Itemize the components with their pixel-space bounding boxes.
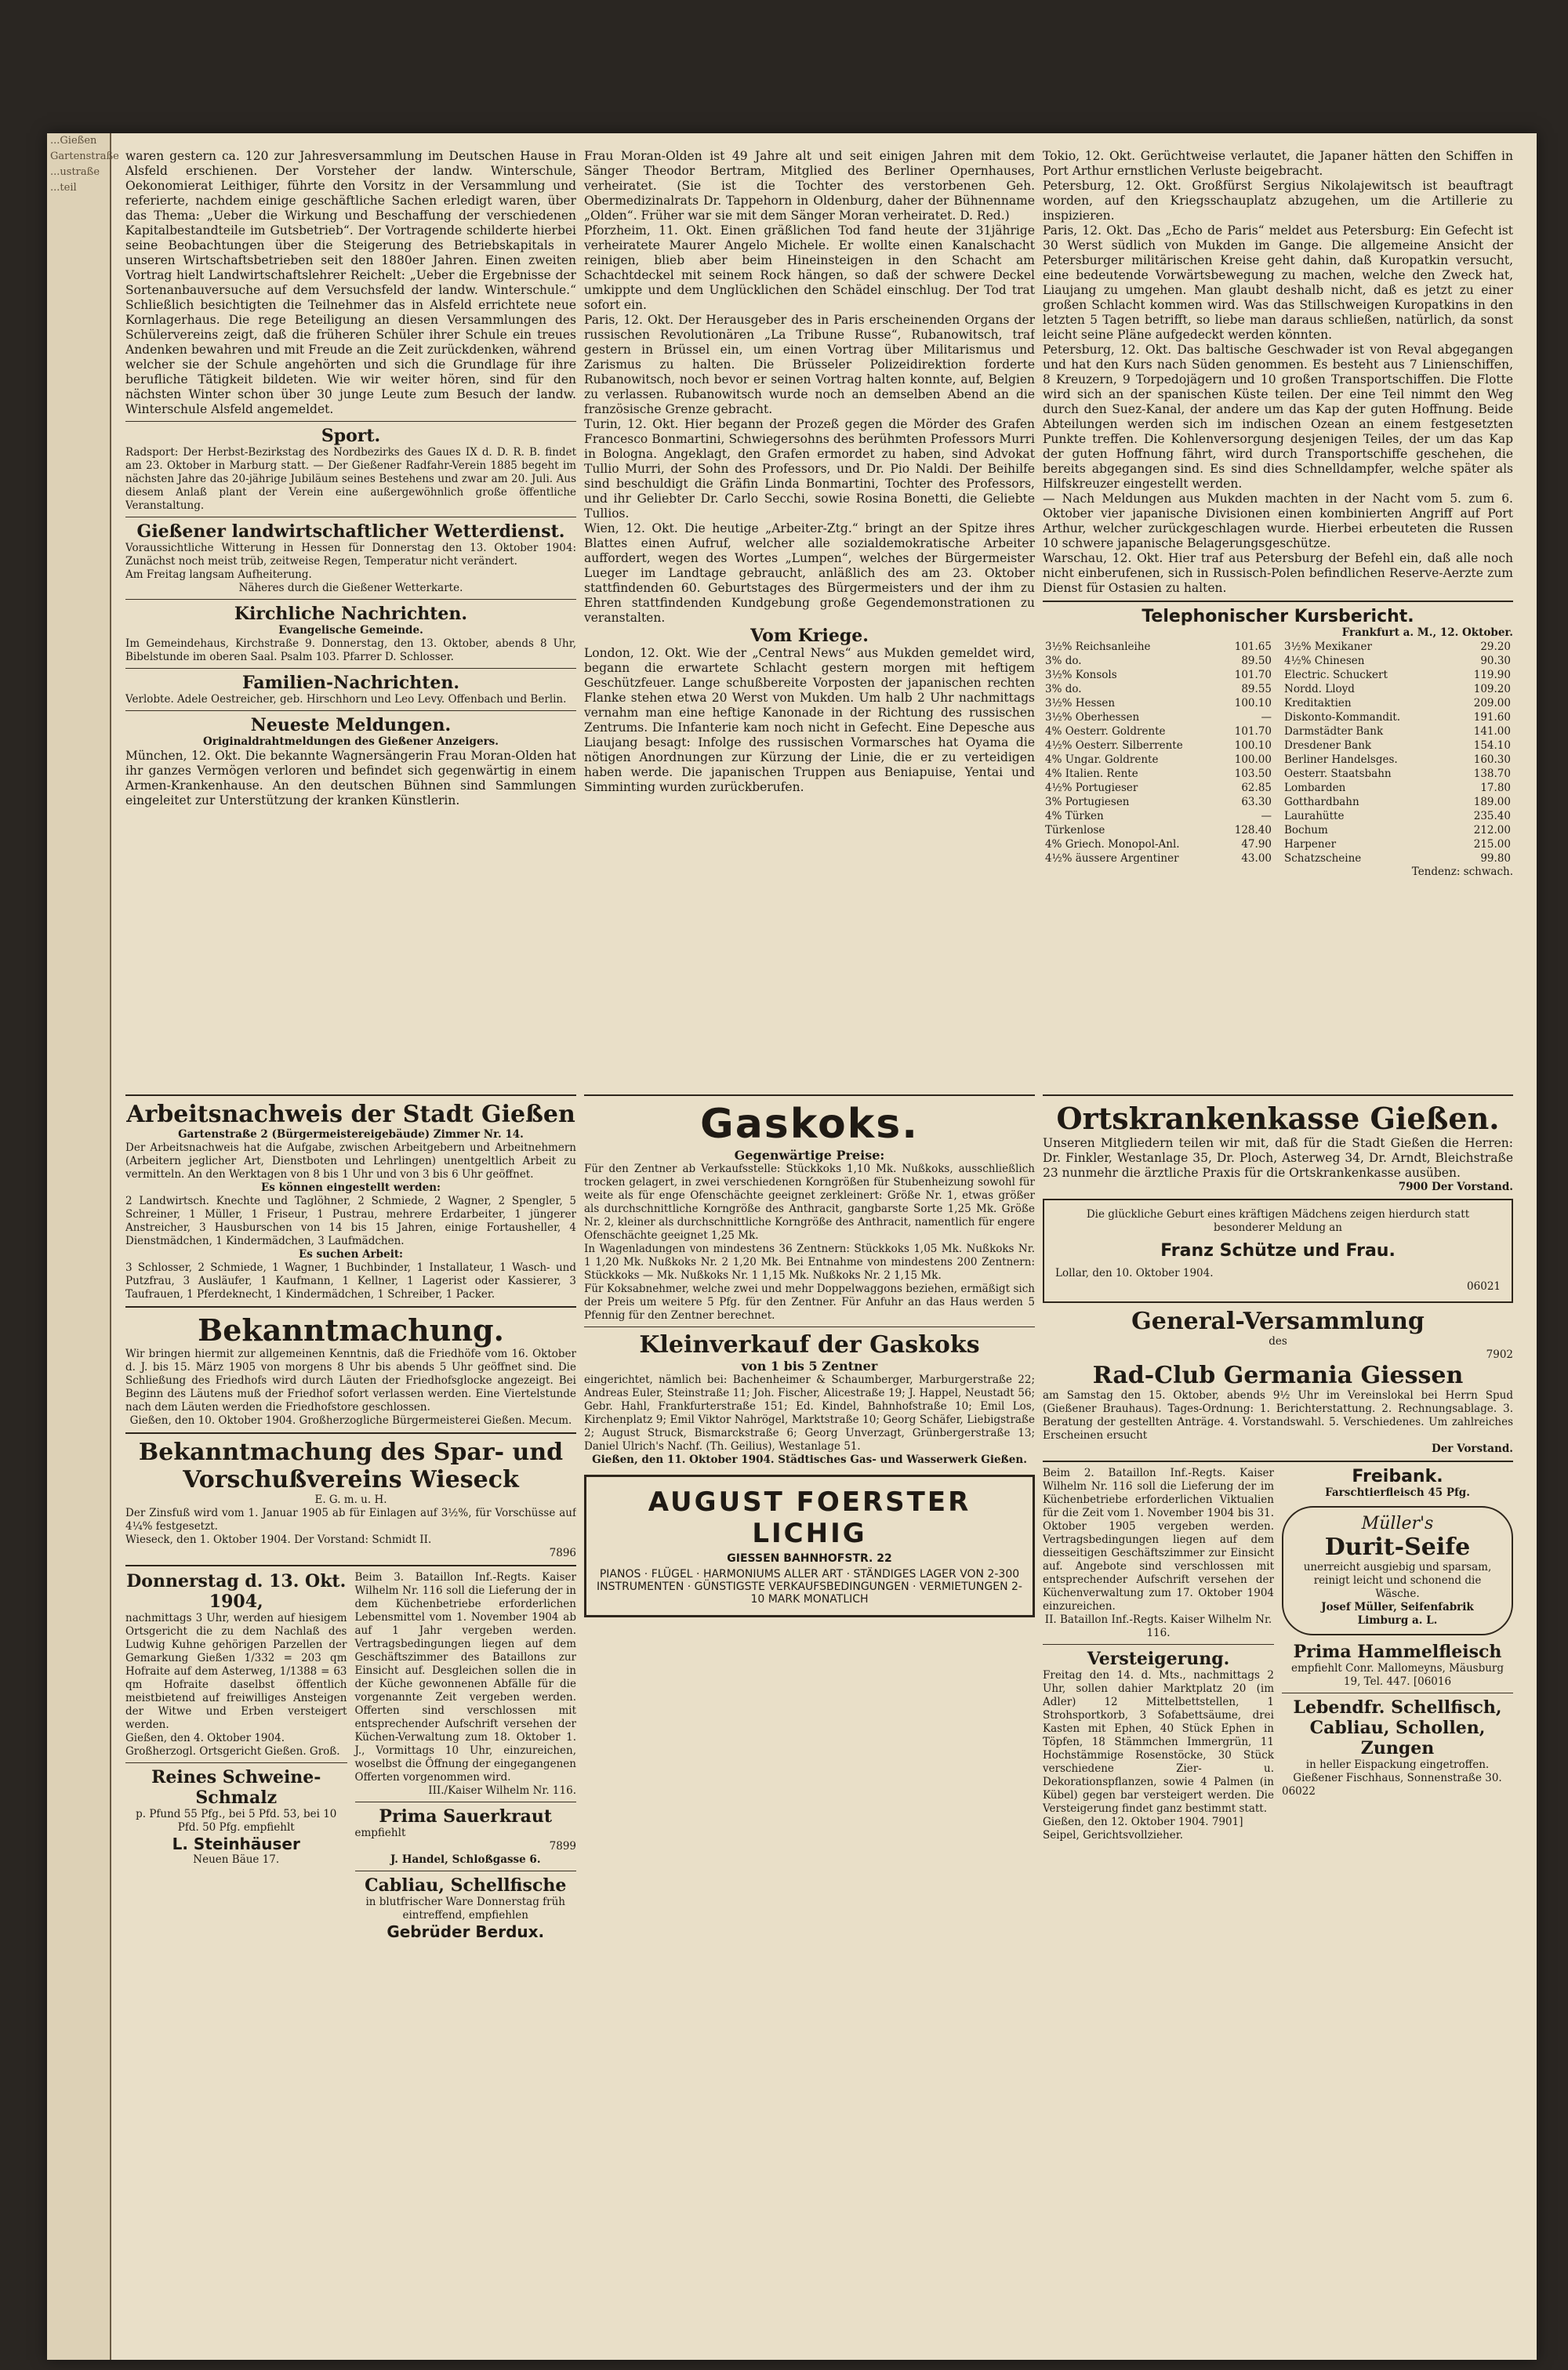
bourse-row [1282, 781, 1513, 795]
bourse-row [1282, 654, 1513, 668]
bourse-row [1043, 654, 1274, 668]
strip-line: ...Gießen [50, 135, 97, 147]
bourse-row [1043, 640, 1274, 654]
freibank-body: Farschtierfleisch 45 Pfg. [1325, 1486, 1470, 1499]
bourse-row [1043, 724, 1274, 739]
previous-page-strip [47, 133, 119, 2360]
soap-brand: Müller's [1361, 1514, 1434, 1533]
bourse-subheading: Frankfurt a. M., 12. Oktober. [1341, 626, 1513, 639]
kleinverkauf-sign: Gießen, den 11. Oktober 1904. Städtisches Gas- und Wasserwerk Gießen. [592, 1454, 1027, 1466]
newspaper-page [47, 133, 1537, 2360]
bourse-security: 4½% Chinesen [1284, 655, 1365, 667]
bek2-heading: Bekanntmachung des Spar- und Vorschußvereins Wieseck [138, 1439, 564, 1493]
bourse-row [1282, 710, 1513, 724]
bourse-price: 89.50 [1241, 655, 1272, 667]
bourse-price: 29.20 [1480, 641, 1511, 653]
bourse-security: 3½% Mexikaner [1284, 641, 1372, 653]
bourse-price: 100.10 [1234, 697, 1272, 710]
bourse-security: 4% Italien. Rente [1045, 768, 1138, 780]
cabliau-body: in blutfrischer Ware Donnerstag früh eintreffend, empfiehlen [365, 1896, 565, 1922]
cabliau-heading: Cabliau, Schellfische [365, 1875, 567, 1896]
bourse-row [1043, 767, 1274, 781]
bourse-trend: Tendenz: schwach. [1411, 866, 1513, 878]
bourse-row [1282, 809, 1513, 823]
freibank-heading: Freibank. [1352, 1467, 1443, 1486]
gv-heading: General-Versammlung [1131, 1308, 1425, 1335]
column-1 [125, 149, 576, 1074]
kraut-heading: Prima Sauerkraut [379, 1806, 553, 1827]
kraut-sign: J. Handel, Schloßgasse 6. [390, 1853, 541, 1866]
bourse-security: 4% Griech. Monopol-Anl. [1045, 838, 1180, 851]
bourse-security: Oesterr. Staatsbahn [1284, 768, 1392, 780]
bek2-sign: Wieseck, den 1. Oktober 1904. Der Vorstand: Schmidt II. [125, 1533, 432, 1546]
news-body: München, 12. Okt. Die bekannte Wagnersängerin Frau Moran-Olden hat ihr ganzes Vermögen verloren und befindet sich gegenwärtig in einem Armen-Krankenhause. An den deutschen Bühnen sind Sammlungen eingeleitet zur Unterstützung der kranken Künstlerin. [125, 749, 576, 808]
church-heading: Kirchliche Nachrichten. [234, 604, 468, 624]
gv-body: am Samstag den 15. Oktober, abends 9½ Uhr im Vereinslokal bei Herrn Spud (Gießener Brauhaus). Tages-Ordnung: 1. Berichterstattung. 2. Rechnungsablage. 3. Beratung der gestellten Anträge. 4. Vorstandswahl. 5. Verschiedenes. Um zahlreiches Erscheinen ersucht [1043, 1389, 1513, 1442]
bourse-row [1282, 668, 1513, 682]
bourse-row [1282, 795, 1513, 809]
news-heading: Neueste Meldungen. [250, 715, 452, 735]
bourse-row [1282, 767, 1513, 781]
bataillon2-body: Beim 2. Bataillon Inf.-Regts. Kaiser Wilhelm Nr. 116 soll die Lieferung der im Küchenbetriebe erforderlichen Viktualien für die Zeit vom 1. November 1904 bis 31. Oktober 1905 vergeben werden. Vertragsbedingungen liegen auf dem diesseitigen Geschäftszimmer zur Einsicht auf. Angebote sind verschlossen mit entsprechender Aufschrift versehen der Küchenverwaltung zum 17. Oktober 1904 einzureichen. [1043, 1467, 1274, 1613]
bourse-price: — [1261, 810, 1272, 822]
bourse-security: Nordd. Lloyd [1284, 683, 1355, 695]
bourse-price: 101.65 [1234, 641, 1272, 653]
versteigerung-body: Freitag den 14. d. Mts., nachmittags 2 Uhr, sollen dahier Marktplatz 20 (im Adler) 12 Mittelbettstellen, 1 Strohsportkorb, 3 Sofabettsäume, drei Kasten mit Ephen, 40 Stück Ephen in Töpfen, 18 Stämmchen Immergrün, 11 Hochstämmige Rosenstöcke, 30 Stück verschiedene Zier- u. Dekorationspflanzen, sowie 4 Palmen (in Kübel) gegen bar versteigert werden. Die Versteigerung findet ganz bestimmt statt. [1043, 1669, 1274, 1815]
bourse-row [1282, 753, 1513, 767]
bourse-row [1043, 823, 1274, 837]
hammel-heading: Prima Hammelfleisch [1293, 1642, 1502, 1662]
bourse-price: 212.00 [1473, 824, 1511, 837]
bek2-subheading: E. G. m. u. H. [314, 1493, 387, 1506]
arbeit-gesucht-heading: Es können eingestellt werden: [260, 1181, 441, 1194]
bourse-price: 141.00 [1473, 725, 1511, 738]
birth-body: Die glückliche Geburt eines kräftigen Mädchens zeigen hierdurch statt besonderer Meldung an [1086, 1208, 1470, 1234]
soap-maker: Josef Müller, Seifenfabrik Limburg a. L. [1321, 1601, 1474, 1627]
article-turin: Turin, 12. Okt. Hier begann der Prozeß gegen die Mörder des Grafen Francesco Bonmartini, Schwiegersohns des berühmten Professors Murri in Bologna. Angeklagt, den Grafen ermordet zu haben, sind Advokat Tullio Murri, der Sohn des Professors, und Dr. Pio Naldi. Der Beihilfe sind beschuldigt die Gräfin Linda Bonmartini, Tochter des Professors, und ihr Geliebter Dr. Carlo Secchi, sowie Rosina Bonetti, die Geliebte Tullios. [584, 417, 1035, 521]
bourse-security: 3½% Oberhessen [1045, 711, 1140, 724]
bourse-price: 62.85 [1241, 782, 1272, 794]
bourse-price: 63.30 [1241, 796, 1272, 808]
bourse-security: Bochum [1284, 824, 1328, 837]
bourse-price: 89.55 [1241, 683, 1272, 695]
bourse-security: Harpener [1284, 838, 1337, 851]
war-body: London, 12. Okt. Wie der „Central News“ aus Mukden gemeldet wird, begann die erwartete Schlacht gestern morgen mit heftigem Geschützfeuer. Lange schußbereite Vorposten der japanischen rechten Flanke stehen etwa 20 Werst von Mukden. Um halb 2 Uhr nachmittags vernahm man eine heftige Kanonade in der Richtung des russischen Zentrums. Die Infanterie kam noch nicht in Gefecht. Eine Depesche aus Liaujang besagt: Infolge des russischen Vormarsches hat Oyama die nötigen Anordnungen zur Kürzung der Linie, die er zu verteidigen haben werde. Die japanischen Truppen aus Beniapuise, Yentai und Simminting wurden zurückberufen. [584, 646, 1035, 794]
bourse-row [1043, 795, 1274, 809]
bourse-security: Gotthardbahn [1284, 796, 1359, 808]
gaskoks-body: Für den Zentner ab Verkaufsstelle: Stückkoks 1,10 Mk. Nußkoks, ausschließlich trocken gelagert, in zwei verschiedenen Korngrößen für Stubenheizung sowohl für weite als für enge Ofenschächte geeignet zerkleinert: Größe Nr. 1, etwas größer als durchschnittliche Korngröße des Anthracit, gangbarste Sorte 1,25 Mk. Größe Nr. 2, kleiner als durchschnittliche Korngröße des Anthracit, namentlich für engere Ofenschächte geeignet 1,25 Mk. [584, 1163, 1035, 1242]
ads-column-2 [584, 1090, 1035, 2344]
fisch-heading: Lebendfr. Schellfisch, Cabliau, Schollen, Zungen [1293, 1697, 1502, 1758]
bourse-row [1282, 837, 1513, 851]
bourse-row [1282, 851, 1513, 866]
bek1-sign: Gießen, den 10. Oktober 1904. Großherzogliche Bürgermeisterei Gießen. Mecum. [129, 1414, 572, 1427]
article-alsfeld: waren gestern ca. 120 zur Jahresversammlung im Deutschen Hause in Alsfeld erschienen. Der Vorsteher der landw. Winterschule, Oekonomierat Leithiger, führte den Vorsitz in der Versammlung und referierte, nachdem einige geschäftliche Sachen erledigt waren, über das Thema: „Ueber die Wirkung und Beschaffung der verschiedenen Kapitalbestandteile im Gutsbetrieb“. Der Vortragende schilderte hierbei seine Beobachtungen über die Steigerung des Betriebskapitals in unseren Wirtschaftsbetrieben seit den 1880er Jahren. Einen zweiten Vortrag hielt Landwirtschaftslehrer Reichelt: „Ueber die Ergebnisse der Sortenanbauversuche auf dem Versuchsfeld der landw. Winterschule.“ Schließlich besichtigten die Teilnehmer das in Alsfeld errichtete neue Kornlagerhaus. Die rege Beteiligung an diesen Versammlungen des Schülervereins zeigt, daß die früheren Schüler ihrer Schule ein treues Andenken bewahren und mit Freude an die Zeit zurückdenken, während welcher sie der Schule angehörten und sich die Grundlage für ihre berufliche Tätigkeit bildeten. Wie wir weiter hören, sind für den nächsten Winter schon über 30 junge Leute zum Besuch der landw. Winterschule Alsfeld angemeldet. [125, 149, 576, 416]
kraut-number: 7899 [549, 1840, 576, 1853]
bourse-price: 209.00 [1473, 697, 1511, 710]
bourse-security: 3% do. [1045, 655, 1082, 667]
article-moran-olden: Frau Moran-Olden ist 49 Jahre alt und seit einigen Jahren mit dem Sänger Theodor Bertram, Mitglied des Berliner Opernhauses, verheiratet. (Sie ist die Tochter des verstorbenen Geh. Obermedizinalrats Dr. Tappehorn in Oldenburg, daher der Bühnenname „Olden“. Früher war sie mit dem Sänger Moran verheiratet. D. Red.) [584, 149, 1035, 223]
bourse-row [1282, 823, 1513, 837]
news-subheading: Originaldrahtmeldungen des Gießener Anzeigers. [203, 735, 499, 748]
arbeit-body: Der Arbeitsnachweis hat die Aufgabe, zwischen Arbeitgebern und Arbeitnehmern (Arbeitern jeglicher Art, Dienstboten und Lehrlingen) unentgeltlich Arbeit zu vermitteln. An den Werktagen von 8 bis 1 Uhr und von 3 bis 6 Uhr geöffnet. [125, 1141, 576, 1181]
bourse-price: 103.50 [1234, 768, 1272, 780]
bourse-right-table [1282, 640, 1513, 866]
versteigerung-heading: Versteigerung. [1087, 1649, 1230, 1669]
bourse-price: 109.20 [1473, 683, 1511, 695]
donnerstag-sign: Gießen, den 4. Oktober 1904. Großherzogl. Ortsgericht Gießen. Groß. [125, 1732, 340, 1758]
bataillon-sign: III./Kaiser Wilhelm Nr. 116. [428, 1784, 576, 1797]
bourse-price: 90.30 [1480, 655, 1511, 667]
bourse-row [1043, 682, 1274, 696]
foerster-heading: AUGUST FOERSTER LICHIG [648, 1486, 971, 1549]
bourse-security: Berliner Handelsges. [1284, 753, 1398, 766]
bourse-price: 100.10 [1234, 739, 1272, 752]
bourse-price: 154.10 [1473, 739, 1511, 752]
bourse-heading: Telephonischer Kursbericht. [1142, 607, 1414, 626]
bourse-price: 160.30 [1473, 753, 1511, 766]
soap-name: Durit-Seife [1324, 1533, 1471, 1561]
war-heading: Vom Kriege. [750, 626, 869, 646]
weather-extra: Am Freitag langsam Aufheiterung. [125, 568, 312, 581]
arbeit-subheading: Gartenstraße 2 (Bürgermeistereigebäude) Zimmer Nr. 14. [178, 1128, 524, 1141]
bourse-security: Electric. Schuckert [1284, 669, 1388, 681]
sport-heading: Sport. [321, 426, 381, 446]
church-body: Im Gemeindehaus, Kirchstraße 9. Donnerstag, den 13. Oktober, abends 8 Uhr, Bibelstunde im oberen Saal. Psalm 103. Pfarrer D. Schlosser. [125, 637, 576, 663]
weather-note: Näheres durch die Gießener Wetterkarte. [238, 582, 463, 594]
article-mukden: — Nach Meldungen aus Mukden machten in der Nacht vom 5. zum 6. Oktober vier japanische Divisionen einen kombinierten Angriff auf Port Arthur, welcher zurückgeschlagen wurde. Hierbei erbeuteten die Russen 10 schwere japanische Belagerungsgeschütze. [1043, 492, 1513, 550]
bourse-security: Diskonto-Kommandit. [1284, 711, 1401, 724]
bourse-row [1043, 781, 1274, 795]
sport-body: Radsport: Der Herbst-Bezirkstag des Nordbezirks des Gaues IX d. D. R. B. findet am 23. Oktober in Marburg statt. — Der Gießener Radfahr-Verein 1885 begeht im nächsten Jahre das 20-jährige Jubiläum seines Bestehens und zwar am 20. Juli. Aus diesem Anlaß plant der Verein eine außergewöhnlich große öffentliche Veranstaltung. [125, 446, 576, 512]
column-3 [1043, 149, 1513, 1074]
bourse-table [1043, 640, 1513, 866]
bataillon2-sign: II. Bataillon Inf.-Regts. Kaiser Wilhelm Nr. 116. [1044, 1613, 1272, 1639]
gaskoks-wagon: In Wagenladungen von mindestens 36 Zentnern: Stückkoks 1,05 Mk. Nußkoks Nr. 1 1,20 Mk. Nußkoks Nr. 2 1,20 Mk. Bei Entnahme von mindestens 200 Zentnern: Stückkoks — Mk. Nußkoks Nr. 1 1,15 Mk. Nußkoks Nr. 2 1,15 Mk. [584, 1243, 1035, 1282]
foerster-address: GIESSEN BAHNHOFSTR. 22 [727, 1552, 892, 1565]
bourse-row [1043, 837, 1274, 851]
ortskrankenkasse-sign: 7900 Der Vorstand. [1398, 1181, 1513, 1193]
bourse-row [1043, 668, 1274, 682]
kleinverkauf-subheading: von 1 bis 5 Zentner [741, 1359, 878, 1374]
bourse-security: Dresdener Bank [1284, 739, 1372, 752]
arbeit-suchen-heading: Es suchen Arbeit: [298, 1248, 404, 1261]
ads-column-3 [1043, 1090, 1513, 2344]
gv-sign: Der Vorstand. [1432, 1443, 1513, 1455]
bourse-security: 3% do. [1045, 683, 1082, 695]
bourse-security: Laurahütte [1284, 810, 1345, 822]
kraut-body: empfiehlt [354, 1827, 406, 1839]
hammel-body: empfiehlt Conr. Mallomeyns, Mäusburg 19, Tel. 447. [06016 [1290, 1662, 1504, 1688]
soap-ad [1282, 1506, 1513, 1635]
bek1-heading: Bekanntmachung. [198, 1312, 504, 1348]
ortskrankenkasse-heading: Ortskrankenkasse Gießen. [1056, 1101, 1500, 1136]
bourse-row [1043, 753, 1274, 767]
bourse-security: Lombarden [1284, 782, 1346, 794]
bourse-price: 119.90 [1473, 669, 1511, 681]
bek2-body: Der Zinsfuß wird vom 1. Januar 1905 ab für Einlagen auf 3½%, für Vorschüsse auf 4¼% festgesetzt. [125, 1507, 576, 1533]
bourse-row [1282, 640, 1513, 654]
article-petersburg-1: Petersburg, 12. Okt. Großfürst Sergius Nikolajewitsch ist beauftragt worden, auf den Kriegsschauplatz abzugehen, um die Artillerie zu inspizieren. [1043, 179, 1513, 223]
bourse-security: Kreditaktien [1284, 697, 1352, 710]
bek2-number: 7896 [549, 1547, 576, 1559]
weather-heading: Gießener landwirtschaftlicher Wetterdienst. [136, 521, 565, 542]
versteigerung-sign: Gießen, den 12. Oktober 1904. 7901] Seipel, Gerichtsvollzieher. [1043, 1816, 1243, 1842]
bourse-security: 3½% Hessen [1045, 697, 1116, 710]
bourse-security: Schatzscheine [1284, 852, 1362, 865]
church-subheading: Evangelische Gemeinde. [278, 624, 423, 637]
column-2 [584, 149, 1035, 1074]
gaskoks-extra: Für Koksabnehmer, welche zwei und mehr Doppelwaggons beziehen, ermäßigt sich der Preis um weitere 5 Pfg. für den Zentner. Für Anfuhr an das Haus werden 5 Pfennig für den Zentner berechnet. [584, 1283, 1035, 1322]
birth-date: Lollar, den 10. Oktober 1904. [1055, 1267, 1214, 1279]
article-paris: Paris, 12. Okt. Der Herausgeber des in Paris erscheinenden Organs der russischen Revolutionären „La Tribune Russe“, Rubanowitsch, traf gestern in Brüssel ein, um einen Vortrag über Militarismus und Zarismus zu halten. Die Brüsseler Polizeidirektion forderte Rubanowitsch, noch bevor er seinen Vortrag halten konnte, auf, Belgien zu verlassen. Rubanowitsch wurde noch an demselben Abend an die französische Grenze gebracht. [584, 313, 1035, 416]
bourse-row [1282, 724, 1513, 739]
bourse-price: 101.70 [1234, 725, 1272, 738]
bourse-price: 47.90 [1241, 838, 1272, 851]
bourse-price: 43.00 [1241, 852, 1272, 865]
bourse-price: 99.80 [1480, 852, 1511, 865]
bourse-security: Türkenlose [1045, 824, 1105, 837]
bourse-security: 3½% Konsols [1045, 669, 1117, 681]
schmalz-sign: L. Steinhäuser [172, 1835, 300, 1853]
gv-club: Rad-Club Germania Giessen [1092, 1362, 1464, 1389]
birth-number: 06021 [1467, 1280, 1501, 1293]
kleinverkauf-list: eingerichtet, nämlich bei: Bachenheimer & Schaumberger, Marburgerstraße 22; Andreas Euler, Steinstraße 11; Joh. Fischer, Alicestraße 19; J. Happel, Neustadt 56; Gebr. Hahl, Frankfurterstraße 151; Ed. Kindel, Bahnhofstraße 10; Emil Los, Kirchenplatz 9; Emil Viktor Nahrögel, Marktstraße 10; Georg Schäfer, Liebigstraße 2; August Struck, Bismarckstraße 6; Georg Unverzagt, Grünbergerstraße 13; Daniel Ulrich's Nachf. (Th. Geilius), Westanlage 51. [584, 1374, 1035, 1453]
bourse-left-table [1043, 640, 1274, 866]
family-body: Verlobte. Adele Oestreicher, geb. Hirschhorn und Leo Levy. Offenbach und Berlin. [125, 693, 567, 706]
bourse-price: 17.80 [1480, 782, 1511, 794]
donnerstag-heading: Donnerstag d. 13. Okt. 1904, [126, 1571, 347, 1612]
article-tokio: Tokio, 12. Okt. Gerüchtweise verlautet, die Japaner hätten den Schiffen in Port Arthur ernstlichen Verluste beigebracht. [1043, 149, 1513, 178]
bourse-price: 100.00 [1234, 753, 1272, 766]
article-pforzheim: Pforzheim, 11. Okt. Einen gräßlichen Tod fand heute der 31jährige verheiratete Maurer Angelo Michele. Er wollte einen Kanalschacht reinigen, blieb aber beim Hineinsteigen in den Schacht am Schachtdeckel mit seinem Rock hängen, so daß der schwere Deckel umkippte und dem Unglücklichen den Schädel einschlug. Der Tod trat sofort ein. [584, 223, 1035, 312]
donnerstag-body: nachmittags 3 Uhr, werden auf hiesigem Ortsgericht die zu dem Nachlaß des Ludwig Kuhne gehörigen Parzellen der Gemarkung Gießen 1/332 = 203 qm Hofraite auf dem Asterweg, 1/1388 = 63 qm Hofraite daselbst öffentlich meistbietend auf freiwilliges Ansteigen der Witwe und Erben versteigert werden. [125, 1612, 347, 1731]
bourse-row [1043, 710, 1274, 724]
bourse-row [1043, 739, 1274, 753]
bourse-row [1043, 851, 1274, 866]
bourse-row [1043, 696, 1274, 710]
soap-tagline: unerreicht ausgiebig und sparsam, reinigt leicht und schonend die Wäsche. [1303, 1561, 1492, 1600]
schmalz-address: Neuen Bäue 17. [193, 1853, 280, 1866]
strip-line: ...ustraße [50, 166, 100, 178]
article-warschau: Warschau, 12. Okt. Hier traf aus Petersburg der Befehl ein, daß alle noch nicht einberufenen, sich in Russisch-Polen befindlichen Reserve-Aerzte zum Dienst für Ostasien zu halten. [1043, 551, 1513, 595]
schmalz-body: p. Pfund 55 Pfg., bei 5 Pfd. 53, bei 10 Pfd. 50 Pfg. empfiehlt [136, 1808, 337, 1834]
arbeit-gesucht: 2 Landwirtsch. Knechte und Taglöhner, 2 Schmiede, 2 Wagner, 2 Spengler, 5 Schreiner, 1 Müller, 1 Friseur, 1 Pustrau, mehrere Erdarbeiter, 1 jüngerer Anstreicher, 3 Hausburschen von 14 bis 15 Jahren, einige Fortausheller, 4 Dienstmädchen, 1 Kindermädchen, 3 Laufmädchen. [125, 1195, 576, 1247]
article-wien: Wien, 12. Okt. Die heutige „Arbeiter-Ztg.“ bringt an der Spitze ihres Blattes einen Aufruf, welcher alle sozialdemokratische Arbeiter auffordert, wegen des Wortes „Lumpen“, welches der Bürgermeister Lueger im Landtage gebraucht, anläßlich des am 23. Oktober stattfindenden 60. Geburtstages des Bürgermeisters und der ihm zu Ehren stattfindenden Kundgebung große Gegendemonstrationen zu veranstalten. [584, 521, 1035, 625]
bourse-price: — [1261, 711, 1272, 724]
birth-names: Franz Schütze und Frau. [1160, 1241, 1396, 1261]
weather-body: Voraussichtliche Witterung in Hessen für Donnerstag den 13. Oktober 1904: Zunächst noch meist trüb, zeitweise Regen, Temperatur nicht verändert. [125, 542, 576, 568]
family-heading: Familien-Nachrichten. [241, 673, 460, 693]
bourse-security: 4% Türken [1045, 810, 1104, 822]
bourse-security: 3% Portugiesen [1045, 796, 1130, 808]
gaskoks-heading: Gaskoks. [700, 1101, 919, 1148]
birth-announcement [1043, 1199, 1513, 1303]
bourse-price: 215.00 [1473, 838, 1511, 851]
foerster-ad [584, 1475, 1035, 1617]
bek1-body: Wir bringen hiermit zur allgemeinen Kenntnis, daß die Friedhöfe vom 16. Oktober d. J. bis 15. März 1905 von morgens 8 Uhr bis abends 5 Uhr geöffnet sind. Die Schließung des Friedhofs wird durch Läuten der Friedhofsglocke angezeigt. Bei Beginn des Läutens muß der Friedhof sofort verlassen werden. Eine Viertelstunde nach dem Läuten werden die Friedhofstore geschlossen. [125, 1348, 576, 1414]
gv-des: des [1269, 1335, 1287, 1348]
bourse-row [1043, 809, 1274, 823]
bourse-security: 4% Ungar. Goldrente [1045, 753, 1159, 766]
bourse-security: 4% Oesterr. Goldrente [1045, 725, 1166, 738]
bourse-row [1282, 739, 1513, 753]
bourse-price: 189.00 [1473, 796, 1511, 808]
arbeit-suchen: 3 Schlosser, 2 Schmiede, 1 Wagner, 1 Buchbinder, 1 Installateur, 1 Wasch- und Putzfrau, 3 Ausläufer, 1 Kaufmann, 1 Kellner, 1 Lagerist oder Kassierer, 3 Taufrauen, 1 Pferdeknecht, 1 Kindermädchen, 1 Schreiber, 1 Packer. [125, 1261, 576, 1301]
ads-column-1 [125, 1090, 576, 2344]
bourse-security: 4½% Oesterr. Silberrente [1045, 739, 1183, 752]
cabliau-sign: Gebrüder Berdux. [387, 1922, 545, 1941]
strip-line: ...teil [50, 182, 77, 194]
article-paris-echo: Paris, 12. Okt. Das „Echo de Paris“ meldet aus Petersburg: Ein Gefecht ist 30 Werst südlich von Mukden im Gange. Die allgemeine Ansicht der Petersburger militärischen Kreise geht dahin, daß Kuropatkin versucht, eine bedeutende Vorwärtsbewegung zu machen, welche den Zweck hat, Liaujang zu umgehen. Man glaubt deshalb nicht, daß es jetzt zu einer großen Schlacht kommen wird. Was das Stillschweigen Kuropatkins in den letzten 5 Tagen betrifft, so liebe man daraus schließen, natürlich, da sonst leicht seine Pläne aufgedeckt werden könnten. [1043, 223, 1513, 342]
kleinverkauf-heading: Kleinverkauf der Gaskoks [639, 1331, 980, 1359]
bourse-price: 128.40 [1234, 824, 1272, 837]
bourse-row [1282, 682, 1513, 696]
bourse-price: 138.70 [1473, 768, 1511, 780]
bataillon-body: Beim 3. Bataillon Inf.-Regts. Kaiser Wilhelm Nr. 116 soll die Lieferung der in dem Küchenbetriebe erforderlichen Lebensmittel vom 1. November 1904 ab auf 1 Jahr vergeben werden. Vertragsbedingungen liegen auf dem Geschäftszimmer des Bataillons zur Einsicht auf. Desgleichen sollen die in der Küche gewonnenen Abfälle für die vorgenannte Zeit vergeben werden. Offerten sind verschlossen mit entsprechender Aufschrift versehen der Küchen-Verwaltung zum 18. Oktober 1. J., Vormittags 10 Uhr, einzureichen, woselbst die Öffnung der eingegangenen Offerten vorgenommen wird. [354, 1571, 576, 1784]
ortskrankenkasse-body: Unseren Mitgliedern teilen wir mit, daß für die Stadt Gießen die Herren: Dr. Finkler, Westanlage 35, Dr. Ploch, Asterweg 34, Dr. Arndt, Bleichstraße 23 nunmehr die ärztliche Praxis für die Ortskrankenkasse ausüben. [1043, 1136, 1513, 1180]
bourse-security: 4½% äussere Argentiner [1045, 852, 1179, 865]
bourse-price: 235.40 [1473, 810, 1511, 822]
arbeit-heading: Arbeitsnachweis der Stadt Gießen [126, 1101, 575, 1128]
bourse-row [1282, 696, 1513, 710]
gv-number: 7902 [1486, 1348, 1513, 1361]
article-petersburg-2: Petersburg, 12. Okt. Das baltische Geschwader ist von Reval abgegangen und hat den Kurs nach Süden genommen. Es besteht aus 7 Linienschiffen, 8 Kreuzern, 9 Torpedojägern und 10 großen Transportschiffen. Die Flotte wird sich an der spanischen Küste teilen. Der eine Teil nimmt den Weg durch den Suez-Kanal, der andere um das Kap der guten Hoffnung. Beide Abteilungen werden sich im indischen Ozean an einem festgesetzten Punkte treffen. Die Kohlenversorgung desjenigen Teiles, der um das Kap der guten Hoffnung fährt, wird durch Transportschiffe geschehen, die bereits abgegangen sind. Es sind dies Schnelldampfer, welche später als Hilfskreuzer eingestellt werden. [1043, 343, 1513, 491]
fisch-body: in heller Eispackung eingetroffen. Gießener Fischhaus, Sonnenstraße 30. [1293, 1758, 1502, 1784]
bourse-security: Darmstädter Bank [1284, 725, 1384, 738]
strip-line: Gartenstraße [50, 151, 119, 162]
schmalz-heading: Reines Schweine-Schmalz [151, 1767, 321, 1808]
foerster-body: PIANOS · FLÜGEL · HARMONIUMS ALLER ART · STÄNDIGES LAGER VON 2-300 INSTRUMENTEN · GÜNSTIGSTE VERKAUFSBEDINGUNGEN · VERMIETUNGEN 2-10 MARK MONATLICH [597, 1568, 1022, 1606]
gaskoks-subheading: Gegenwärtige Preise: [734, 1148, 885, 1163]
fisch-number: 06022 [1282, 1785, 1316, 1798]
bourse-security: 3½% Reichsanleihe [1045, 641, 1151, 653]
bourse-price: 191.60 [1473, 711, 1511, 724]
bourse-security: 4½% Portugieser [1045, 782, 1138, 794]
bourse-price: 101.70 [1234, 669, 1272, 681]
